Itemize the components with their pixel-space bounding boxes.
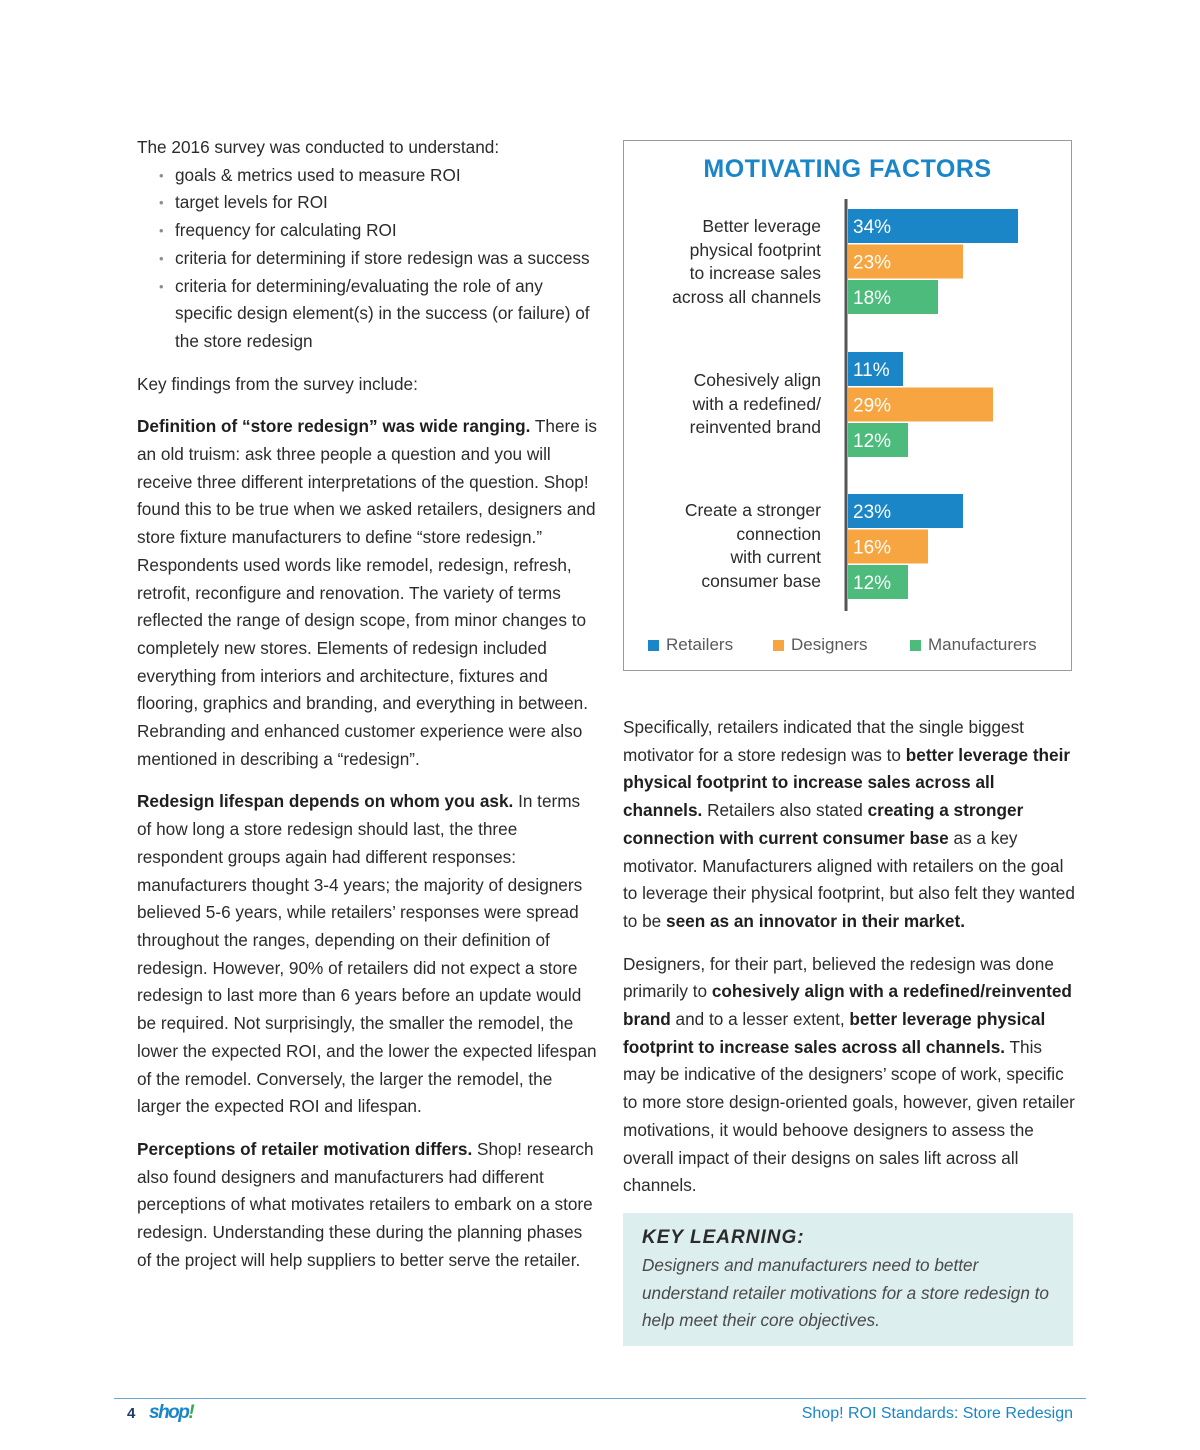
paragraph-lead: Perceptions of retailer motivation differs. — [137, 1138, 473, 1159]
list-item: • target levels for ROI — [175, 189, 597, 217]
key-findings-heading: Key findings from the survey include: — [137, 373, 418, 394]
paragraph-lead: Definition of “store redesign” was wide ranging. — [137, 416, 531, 437]
legend-label: Designers — [791, 635, 868, 654]
right-column — [623, 714, 1078, 1200]
logo-wordmark: shop — [149, 1402, 189, 1423]
text-run: This may be indicative of the designers’ scope of work, specific to more store design-oriented goals, however, given retailer motivations, it would behoove designers to assess the overall impact of their designs on sales lift across all channels. — [623, 1036, 1075, 1196]
category-label-line: physical footprint — [689, 239, 821, 260]
bar-value-label: 16% — [853, 537, 892, 559]
key-learning-title: KEY LEARNING: — [642, 1227, 805, 1248]
bar-value-label: 12% — [853, 573, 892, 594]
intro-text: The 2016 survey was conducted to understand: — [137, 137, 500, 157]
category-label-line: Cohesively align — [693, 370, 821, 390]
list-item: • criteria for determining/evaluating the role of any specific design element(s) in the success (or failure) of the store redesign — [175, 273, 597, 356]
legend-item-designers — [773, 635, 868, 655]
text-emphasis: creating a stronger connection with current consumer base — [623, 800, 1024, 848]
category-label-line: reinvented brand — [689, 417, 821, 437]
survey-goals-list — [137, 162, 597, 356]
category-label-line: connection — [736, 523, 821, 544]
bar-value-label: 34% — [853, 217, 892, 238]
bar-value-label: 29% — [853, 395, 892, 417]
category-label-line: Create a stronger — [684, 500, 821, 520]
paragraph-body: In terms of how long a store redesign should last, the three respondent groups again had different responses: manufacturers thought 3-4 years; the majority of designers believed 5-6 years, while retailers’ responses were spread throughout the ranges, depending on their definition of redesign. However, 90% of retailers did not expect a store redesign to last more than 6 years before an update would be required. Not surprisingly, the smaller the remodel, the lower the expected ROI, and the lower the expected lifespan of the remodel. Conversely, the larger the remodel, the larger the expected ROI and lifespan. — [137, 791, 597, 1117]
legend-swatch — [773, 640, 784, 651]
bar-value-label: 23% — [853, 502, 892, 523]
footer-divider — [114, 1398, 1086, 1399]
list-item: • goals & metrics used to measure ROI — [175, 162, 597, 190]
paragraph-retailers — [623, 714, 1078, 936]
text-run: Retailers also stated — [702, 800, 868, 821]
bar-value-label: 23% — [853, 252, 892, 274]
text-run: as a key motivator. Manufacturers aligned with retailers on the goal to leverage their physical footprint, but also felt they wanted to be — [623, 827, 1075, 931]
category-label-line: consumer base — [701, 570, 821, 591]
list-item: • criteria for determining if store redesign was a success — [175, 245, 597, 273]
text-emphasis: seen as an innovator in their market. — [666, 910, 965, 931]
legend-swatch — [648, 640, 659, 651]
paragraph-body: Shop! research also found designers and manufacturers had different perceptions of what motivates retailers to embark on a store redesign. Understanding these during the planning phases of the project will help suppliers to better serve the retailer. — [137, 1138, 594, 1270]
paragraph-definition — [137, 413, 597, 773]
logo-mark: ! — [188, 1402, 194, 1423]
key-learning-text: Designers and manufacturers need to better understand retailer motivations for a store redesign to help meet their core objectives. — [642, 1255, 1049, 1331]
legend-item-manufacturers — [910, 635, 1037, 655]
paragraph-body: There is an old truism: ask three people a question and you will receive three different interpretations of the question. Shop! found this to be true when we asked retailers, designers and store fixture manufacturers to define “store redesign.” Respondents used words like remodel, redesign, refresh, retrofit, reconfigure and renovation. The variety of terms reflected the range of design scope, from minor changes to completely new stores. Elements of redesign included everything from interiors and architecture, fixtures and flooring, graphics and branding, and everything in between. Rebranding and enhanced customer experience were also mentioned in describing a “redesign”. — [137, 416, 598, 769]
motivating-factors-chart — [623, 140, 1072, 671]
category-label-line: with a redefined/ — [692, 393, 821, 414]
paragraph-lead: Redesign lifespan depends on whom you ask. — [137, 791, 514, 812]
category-label-line: with current — [730, 547, 821, 567]
paragraph-lifespan — [137, 788, 597, 1120]
category-label-line: Better leverage — [702, 216, 821, 236]
text-run: and to a lesser extent, — [670, 1009, 850, 1030]
text-run: Designers, for their part, believed the redesign was done primarily to — [623, 953, 1054, 1002]
text-run: Specifically, retailers indicated that the single biggest motivator for a store redesign was to — [623, 717, 1024, 765]
key-learning-callout — [623, 1213, 1073, 1346]
chart-title: MOTIVATING FACTORS — [703, 155, 992, 183]
bar-value-label: 18% — [853, 288, 892, 309]
left-column — [137, 134, 597, 1274]
legend-label: Retailers — [666, 635, 734, 654]
list-item: • frequency for calculating ROI — [175, 217, 597, 245]
legend-swatch — [910, 640, 921, 651]
text-emphasis: better leverage their physical footprint to increase sales across all channels. — [623, 744, 1071, 821]
paragraph-designers — [623, 951, 1078, 1200]
text-emphasis: cohesively align with a redefined/reinvented brand — [623, 981, 1072, 1030]
legend-item-retailers — [648, 635, 733, 655]
bar-value-label: 12% — [853, 431, 892, 452]
bar-value-label: 11% — [853, 360, 890, 381]
text-emphasis: better leverage physical footprint to increase sales across all channels. — [623, 1009, 1046, 1057]
shop-logo — [149, 1402, 193, 1424]
footer-title: Shop! ROI Standards: Store Redesign — [801, 1405, 1073, 1422]
chart-bars — [624, 141, 1073, 672]
category-label-line: to increase sales — [689, 263, 821, 283]
page-number: 4 — [127, 1405, 136, 1422]
legend-label: Manufacturers — [928, 635, 1037, 654]
paragraph-perceptions — [137, 1136, 597, 1275]
category-label-line: across all channels — [672, 286, 821, 307]
